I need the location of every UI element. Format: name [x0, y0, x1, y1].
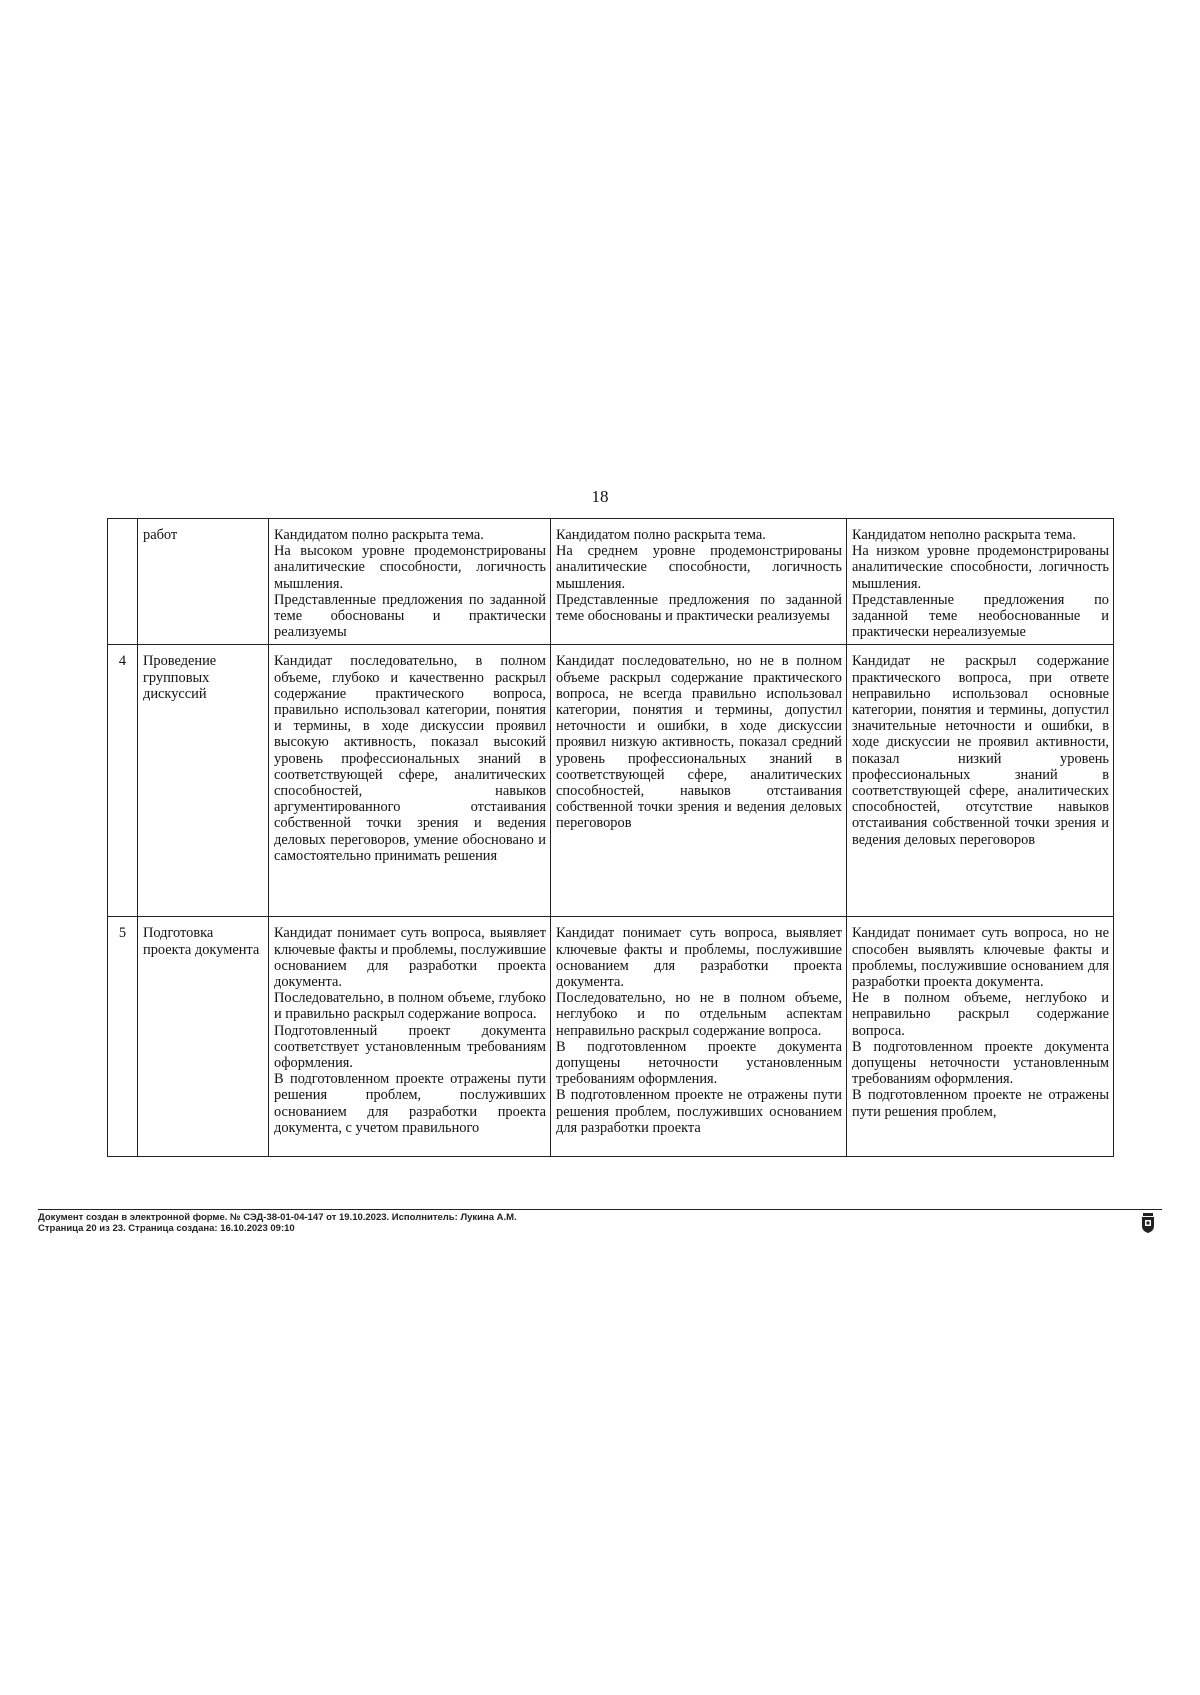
- table-row: [108, 917, 1114, 1157]
- row-number: [108, 519, 138, 645]
- footer-page-info: Страница 20 из 23. Страница создана: 16.10.2023 09:10: [38, 1223, 295, 1234]
- high-level-cell: [269, 519, 551, 645]
- cell-paragraph: Кандидат понимает суть вопроса, выявляет ключевые факты и проблемы, послужившие основанием для разработки проекта документа.: [556, 925, 842, 991]
- row-number: 5: [108, 917, 138, 1157]
- cell-paragraph: Кандидатом неполно раскрыта тема.: [852, 527, 1076, 543]
- criterion-title: Проведение групповых дискуссий: [138, 645, 269, 917]
- cell-paragraph: На среднем уровне продемонстрированы аналитические способности, логичность мышления.: [556, 543, 842, 592]
- row-number: 4: [108, 645, 138, 917]
- table-row: [108, 645, 1114, 917]
- cell-paragraph: В подготовленном проекте документа допущены неточности установленным требованиям оформления.: [852, 1038, 1109, 1088]
- low-level-cell: [847, 519, 1114, 645]
- page-number: 18: [591, 487, 609, 506]
- criterion-title: работ: [138, 519, 269, 645]
- criterion-title: Подготовка проекта документа: [138, 917, 269, 1157]
- document-footer: [38, 1209, 1162, 1234]
- table-row: [108, 519, 1114, 645]
- high-level-cell: [269, 645, 551, 917]
- low-level-cell: [847, 645, 1114, 917]
- cell-paragraph: На высоком уровне продемонстрированы аналитические способности, логичность мышления.: [274, 543, 546, 592]
- cell-paragraph: Представленные предложения по заданной теме обоснованы и практически реализуемы: [274, 591, 546, 641]
- cell-paragraph: Кандидат понимает суть вопроса, выявляет ключевые факты и проблемы, послужившие основанием для разработки проекта документа.: [274, 925, 546, 991]
- cell-paragraph: Последовательно, но не в полном объеме, неглубоко и по отдельным аспектам неправильно раскрыл содержание вопроса.: [556, 990, 842, 1039]
- cell-paragraph: Кандидат последовательно, но не в полном объеме раскрыл содержание практического вопроса, не всегда правильно использовал категории, понятия и термины, допустил неточности и ошибки, в ходе дискуссии проявил низкую активность, показал средний уровень профессиональных знаний в соответствующей сфере, аналитических способностей, навыков отстаивания собственной точки зрения и ведения деловых переговоров: [556, 653, 842, 832]
- medium-level-cell: [551, 917, 847, 1157]
- cell-paragraph: Представленные предложения по заданной теме обоснованы и практически реализуемы: [556, 591, 842, 625]
- cell-paragraph: Подготовленный проект документа соответствует установленным требованиям оформления.: [274, 1022, 546, 1072]
- medium-level-cell: [551, 519, 847, 645]
- cell-paragraph: В подготовленном проекте не отражены пути решения проблем,: [852, 1087, 1109, 1120]
- coat-of-arms-icon: [1140, 1212, 1156, 1234]
- evaluation-criteria-table: [107, 518, 1114, 1157]
- low-level-cell: [847, 917, 1114, 1157]
- cell-paragraph: Кандидат понимает суть вопроса, но не способен выявлять ключевые факты и проблемы, послужившие основанием для разработки проекта документа.: [852, 925, 1109, 991]
- cell-paragraph: Кандидат не раскрыл содержание практического вопроса, при ответе неправильно использовал основные категории, понятия и термины, допустил значительные неточности и ошибки, в ходе дискуссии не проявил активности, показал низкий уровень профессиональных знаний в соответствующей сфере, аналитических способностей, отсутствие навыков отстаивания собственной точки зрения и ведения деловых переговоров: [852, 653, 1109, 848]
- cell-paragraph: На низком уровне продемонстрированы аналитические способности, логичность мышления.: [852, 543, 1109, 592]
- cell-paragraph: Кандидат последовательно, в полном объеме, глубоко и качественно раскрыл содержание практического вопроса, правильно использовал категории, понятия и термины, в ходе дискуссии проявил высокую активность, показал высокий уровень профессиональных знаний в соответствующей сфере, аналитических способностей, навыков аргументированного отстаивания собственной точки зрения и ведения деловых переговоров, умение обосновано и самостоятельно принимать решения: [274, 653, 546, 864]
- high-level-cell: [269, 917, 551, 1157]
- cell-paragraph: Представленные предложения по заданной теме необоснованные и практически нереализуемые: [852, 591, 1109, 641]
- cell-paragraph: Последовательно, в полном объеме, глубоко и правильно раскрыл содержание вопроса.: [274, 990, 546, 1023]
- cell-paragraph: Кандидатом полно раскрыта тема.: [274, 527, 484, 543]
- cell-paragraph: Кандидатом полно раскрыта тема.: [556, 527, 766, 543]
- cell-paragraph: В подготовленном проекте отражены пути решения проблем, послуживших основанием для разработки проекта документа, с учетом правильного: [274, 1071, 546, 1136]
- medium-level-cell: [551, 645, 847, 917]
- footer-document-info: Документ создан в электронной форме. № СЭД-38-01-04-147 от 19.10.2023. Исполнитель: Лукина А.М.: [38, 1212, 517, 1223]
- cell-paragraph: В подготовленном проекте не отражены пути решения проблем, послуживших основанием для разработки проекта: [556, 1087, 842, 1136]
- cell-paragraph: В подготовленном проекте документа допущены неточности установленным требованиям оформления.: [556, 1038, 842, 1088]
- cell-paragraph: Не в полном объеме, неглубоко и неправильно раскрыл содержание вопроса.: [852, 990, 1109, 1039]
